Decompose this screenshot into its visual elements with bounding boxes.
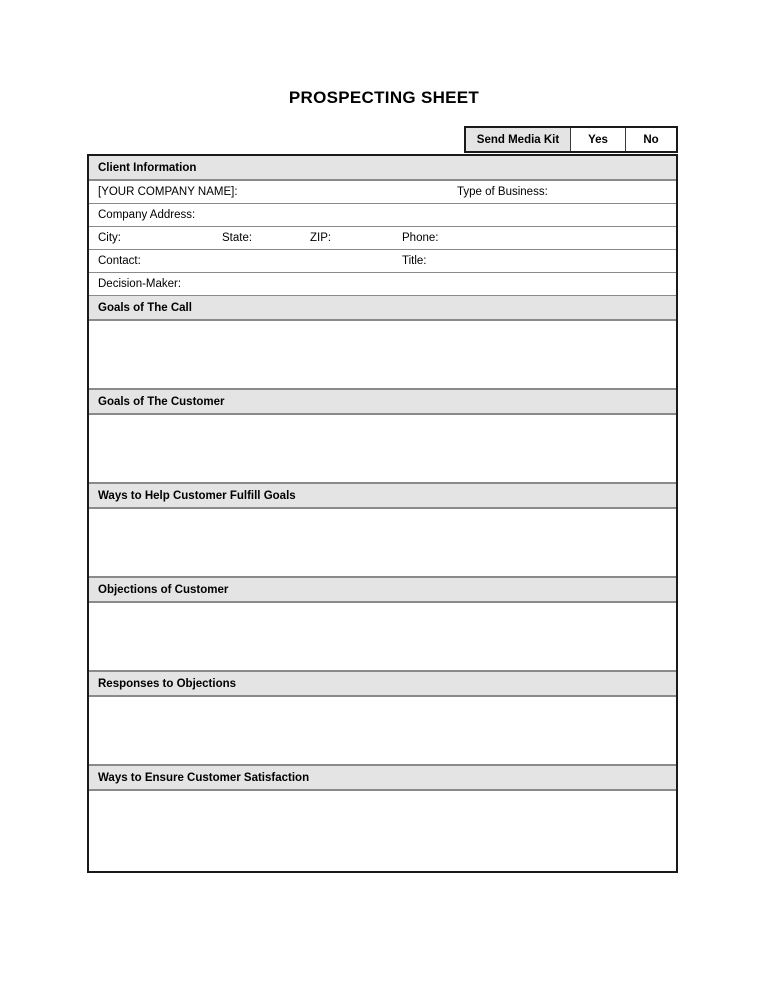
send-media-kit-no-option[interactable]: No <box>626 128 676 151</box>
field-label: Phone: <box>402 232 439 244</box>
form-field-row[interactable] <box>89 273 676 296</box>
section-heading: Goals of The Call <box>89 296 676 321</box>
form-field-row[interactable] <box>89 181 676 204</box>
section-write-area[interactable] <box>89 321 676 390</box>
field-label: State: <box>222 232 253 244</box>
page-title: PROSPECTING SHEET <box>288 88 480 107</box>
section-heading: Responses to Objections <box>89 672 676 697</box>
field-label: Contact: <box>98 255 141 267</box>
field-label: ZIP: <box>310 232 332 244</box>
send-media-kit-yes-option[interactable]: Yes <box>571 128 626 151</box>
field-label: Type of Business: <box>457 186 548 198</box>
section-heading: Goals of The Customer <box>89 390 676 415</box>
send-media-kit-label: Send Media Kit <box>466 128 571 151</box>
field-label: City: <box>98 232 121 244</box>
section-heading: Ways to Help Customer Fulfill Goals <box>89 484 676 509</box>
section-write-area[interactable] <box>89 415 676 484</box>
section-write-area[interactable] <box>89 697 676 766</box>
section-write-area[interactable] <box>89 791 676 871</box>
form-field-row[interactable] <box>89 227 676 250</box>
field-label: [YOUR COMPANY NAME]: <box>98 186 238 198</box>
form-field-row[interactable] <box>89 204 676 227</box>
form-field-row[interactable] <box>89 250 676 273</box>
send-media-kit-group <box>464 126 678 153</box>
section-heading: Ways to Ensure Customer Satisfaction <box>89 766 676 791</box>
field-label: Decision-Maker: <box>98 278 182 290</box>
prospecting-form-table <box>87 154 678 873</box>
section-heading-client-information: Client Information <box>89 156 676 181</box>
field-label: Title: <box>402 255 427 267</box>
field-label: Company Address: <box>98 209 196 221</box>
section-write-area[interactable] <box>89 509 676 578</box>
section-write-area[interactable] <box>89 603 676 672</box>
section-heading: Objections of Customer <box>89 578 676 603</box>
